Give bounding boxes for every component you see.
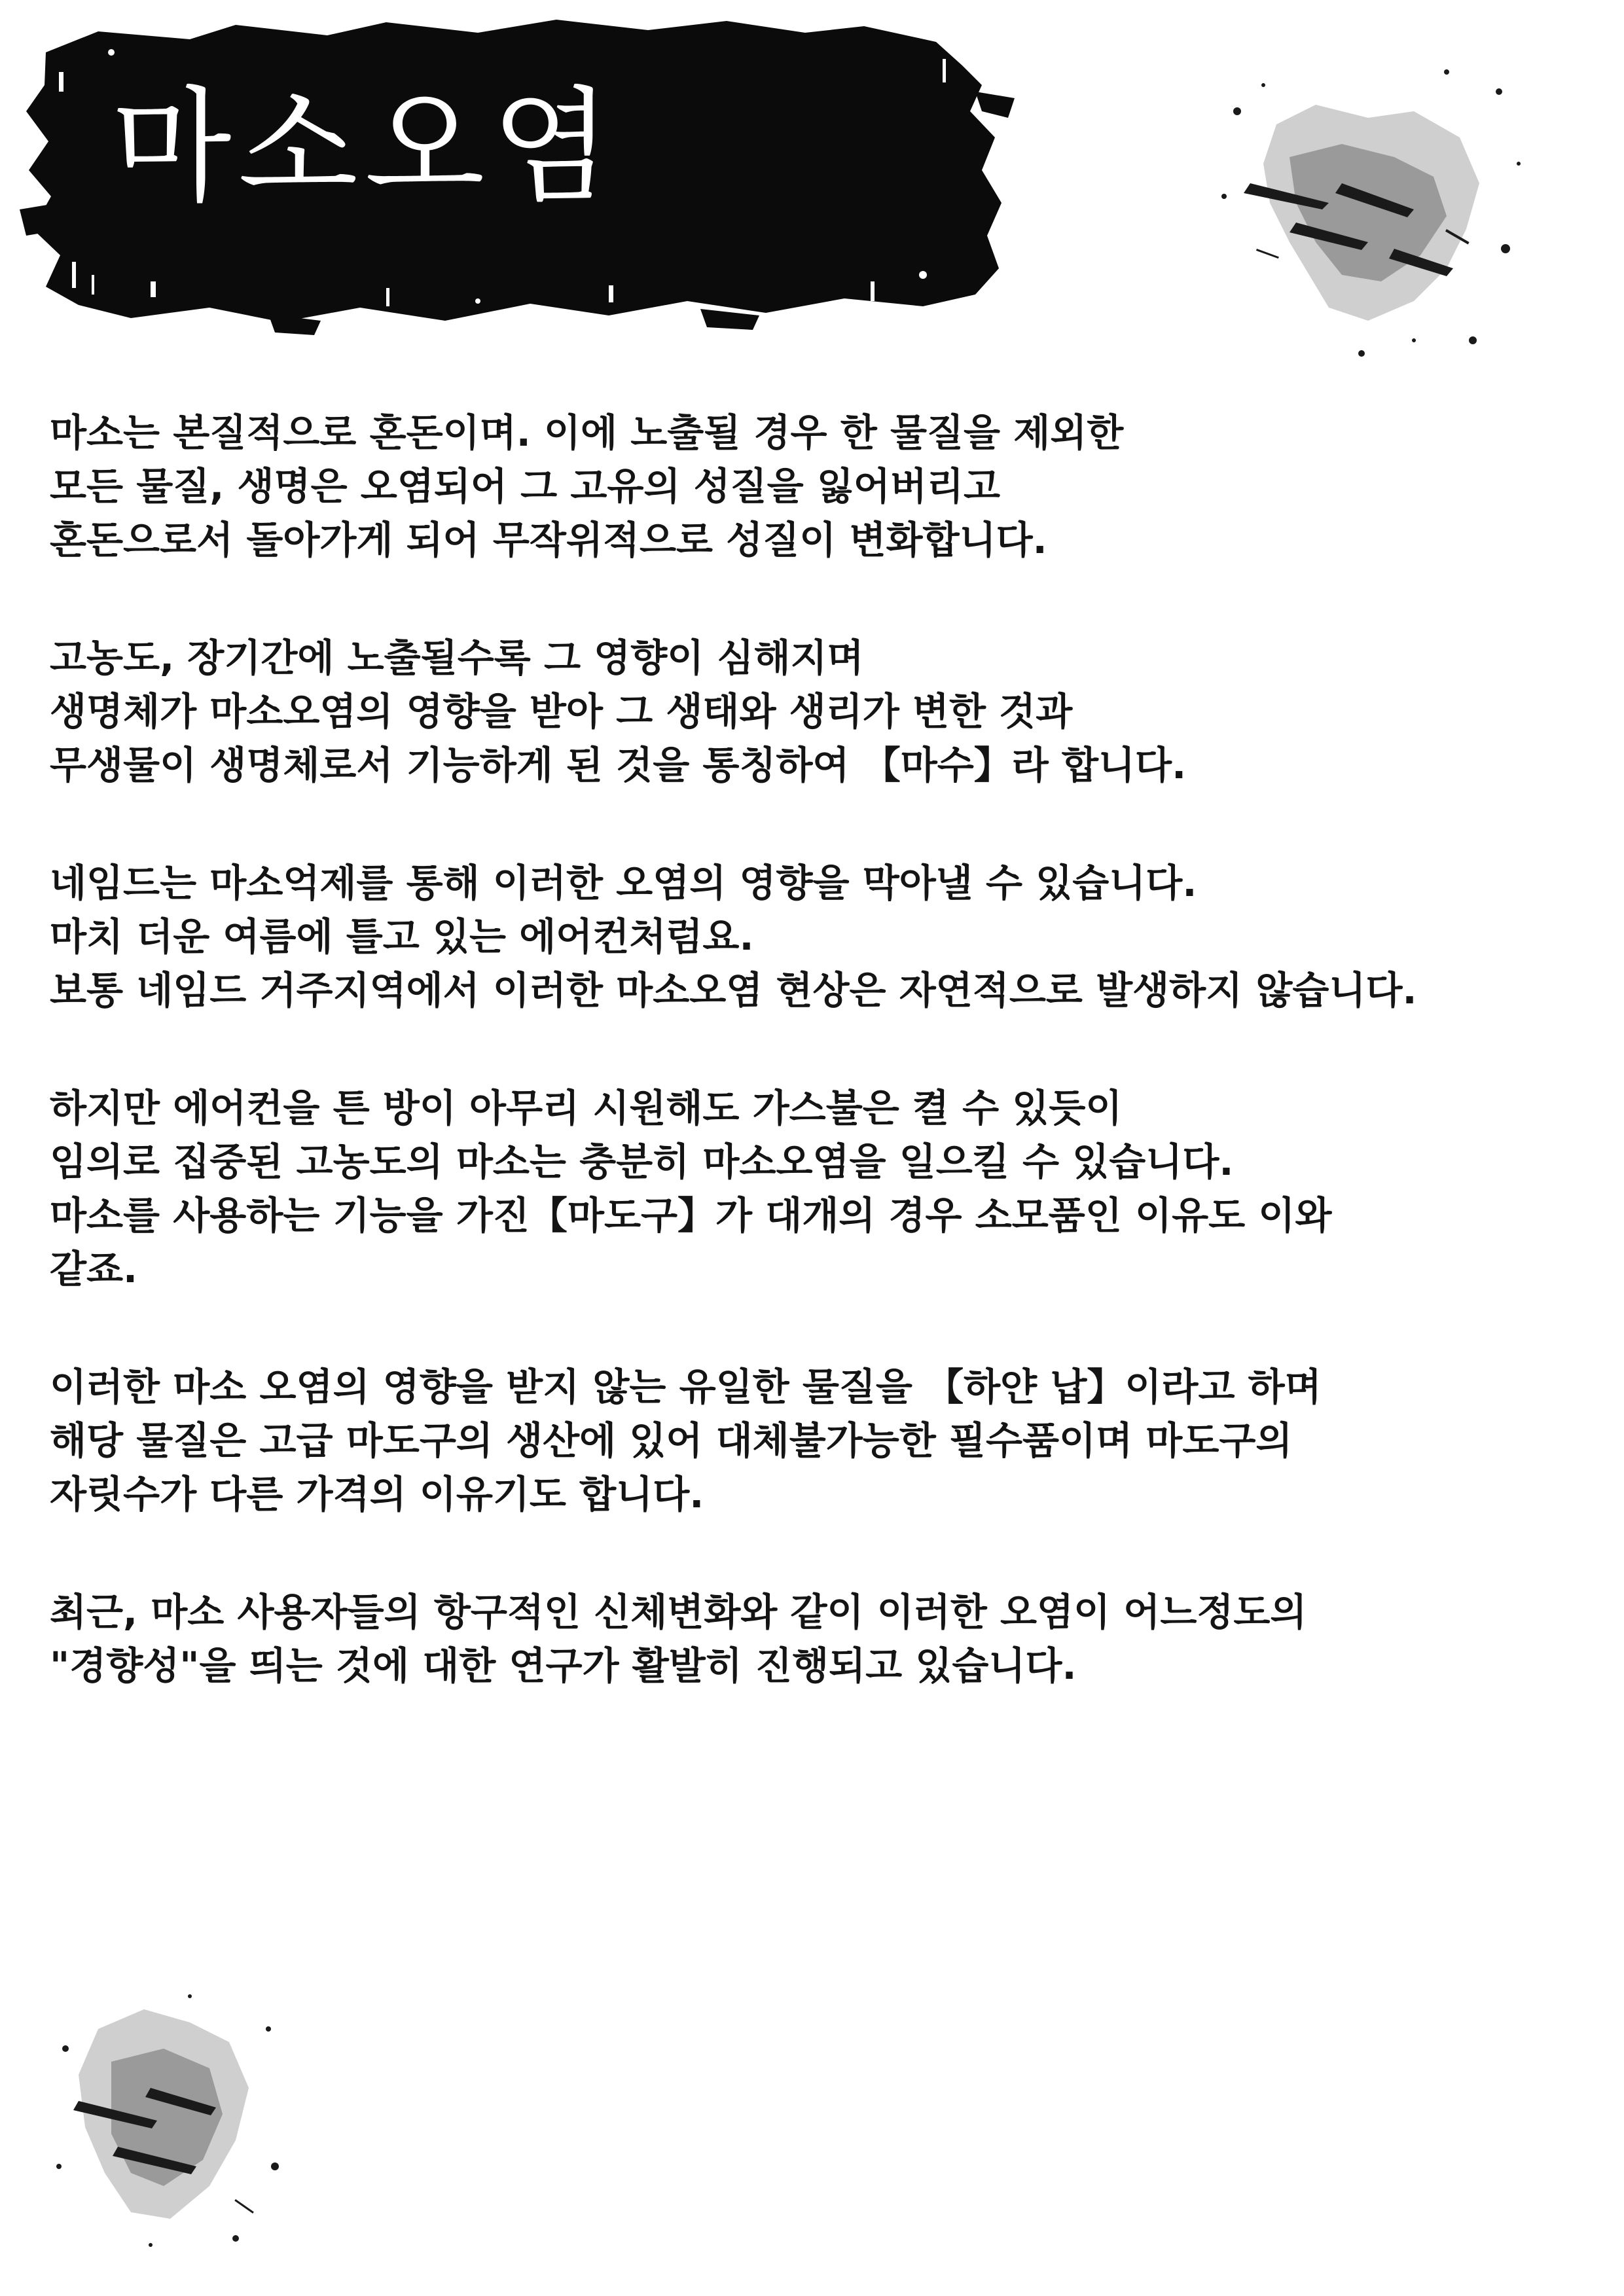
text-line: 마치 더운 여름에 틀고 있는 에어컨처럼요. bbox=[50, 914, 754, 959]
text-line: 최근, 마소 사용자들의 항구적인 신체변화와 같이 이러한 오염이 어느정도의 bbox=[50, 1590, 1307, 1634]
paragraph-2 bbox=[50, 631, 1595, 792]
text-line: 생명체가 마소오염의 영향을 받아 그 생태와 생리가 변한 것과 bbox=[50, 689, 1073, 734]
text-line: 이러한 마소 오염의 영향을 받지 않는 유일한 물질을 【하얀 납】이라고 하며 bbox=[50, 1365, 1322, 1409]
splatter-top-art bbox=[1198, 33, 1538, 373]
text-line: "경향성"을 띄는 것에 대한 연구가 활발히 진행되고 있습니다. bbox=[50, 1643, 1077, 1688]
text-line: 자릿수가 다른 가격의 이유기도 합니다. bbox=[50, 1472, 704, 1516]
paragraph-5 bbox=[50, 1360, 1595, 1521]
text-line: 혼돈으로서 돌아가게 되어 무작위적으로 성질이 변화합니다. bbox=[50, 518, 1047, 562]
text-line: 모든 물질, 생명은 오염되어 그 고유의 성질을 잃어버리고 bbox=[50, 464, 1001, 509]
title-banner bbox=[20, 13, 1015, 340]
text-line: 보통 네임드 거주지역에서 이러한 마소오염 현상은 자연적으로 발생하지 않습니다. bbox=[50, 968, 1417, 1013]
text-line: 임의로 집중된 고농도의 마소는 충분히 마소오염을 일으킬 수 있습니다. bbox=[50, 1139, 1234, 1184]
text-line: 해당 물질은 고급 마도구의 생산에 있어 대체불가능한 필수품이며 마도구의 bbox=[50, 1418, 1293, 1463]
ink-splatter-bottom-left bbox=[39, 1970, 301, 2265]
text-line: 마소를 사용하는 기능을 가진【마도구】가 대개의 경우 소모품인 이유도 이와 bbox=[50, 1193, 1332, 1238]
text-line: 고농도, 장기간에 노출될수록 그 영향이 심해지며 bbox=[50, 636, 864, 680]
text-line: 마소는 본질적으로 혼돈이며. 이에 노출될 경우 한 물질을 제외한 bbox=[50, 410, 1124, 455]
paragraph-1 bbox=[50, 406, 1595, 567]
ink-splatter-top-right bbox=[1198, 33, 1538, 373]
splatter-bottom-art bbox=[39, 1970, 301, 2265]
text-line: 네임드는 마소억제를 통해 이러한 오염의 영향을 막아낼 수 있습니다. bbox=[50, 861, 1197, 905]
text-line: 같죠. bbox=[50, 1247, 138, 1291]
page-title: 마소오염 bbox=[111, 75, 619, 219]
text-line: 무생물이 생명체로서 기능하게 된 것을 통칭하여 【마수】라 합니다. bbox=[50, 743, 1187, 787]
paragraph-4 bbox=[50, 1081, 1595, 1296]
paragraph-6 bbox=[50, 1585, 1595, 1693]
document-body bbox=[50, 406, 1595, 1757]
text-line: 하지만 에어컨을 튼 방이 아무리 시원해도 가스불은 켤 수 있듯이 bbox=[50, 1086, 1123, 1130]
paragraph-3 bbox=[50, 856, 1595, 1017]
